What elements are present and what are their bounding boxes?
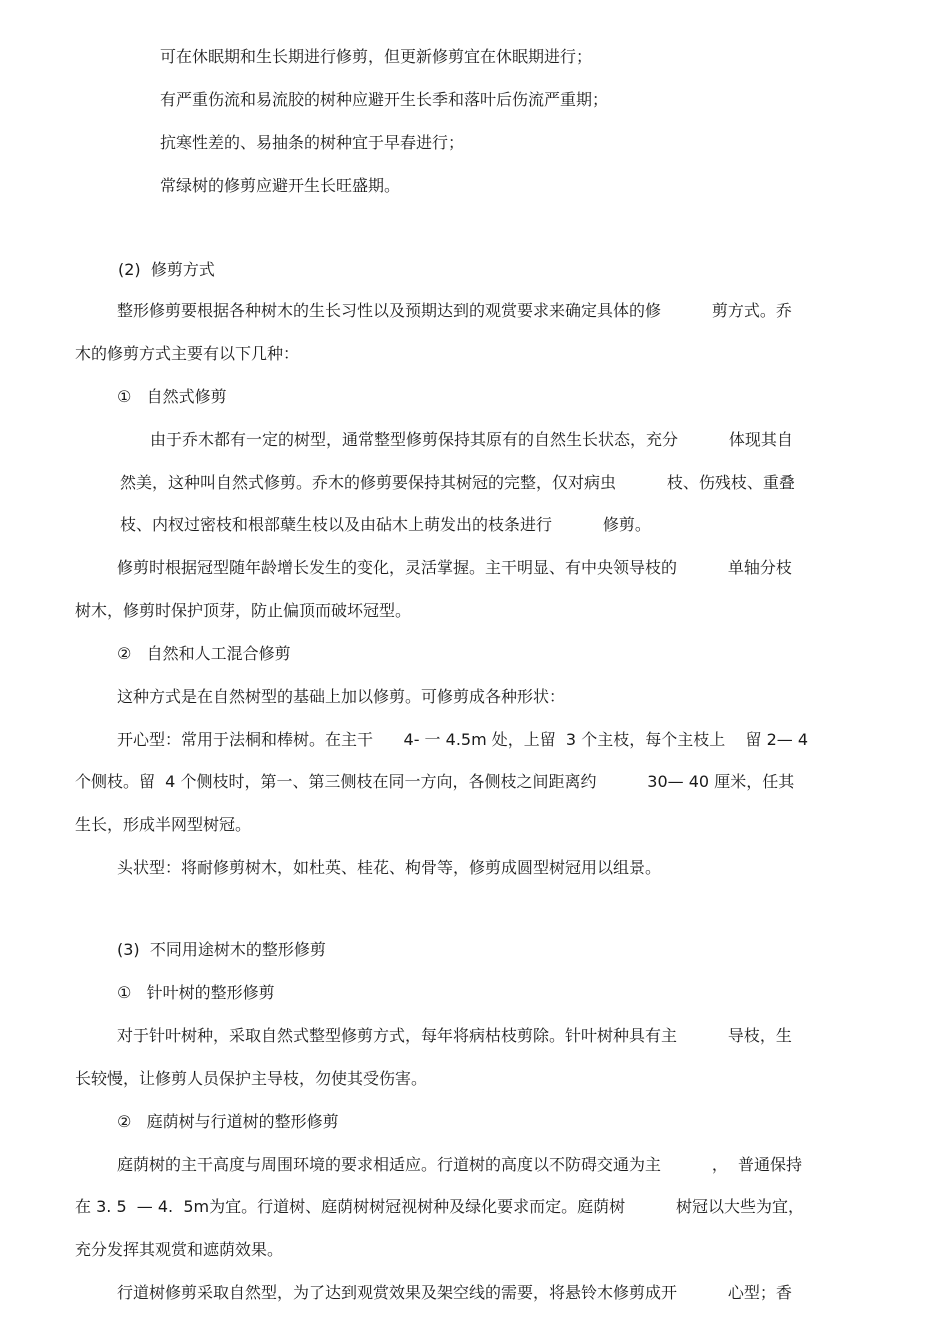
text-line: 在 3. 5 — 4. 5m为宜。行道树、庭荫树树冠视树种及绿化要求而定。庭荫树 树冠以大些为宜，	[75, 1197, 804, 1216]
subsection-heading: ① 自然式修剪	[117, 387, 227, 406]
subsection-heading: ② 自然和人工混合修剪	[117, 644, 291, 663]
section-heading: (2) 修剪方式	[118, 260, 215, 279]
text-line: 有严重伤流和易流胶的树种应避开生长季和落叶后伤流严重期；	[160, 90, 609, 109]
text-line: 树木，修剪时保护顶芽，防止偏顶而破坏冠型。	[75, 601, 412, 620]
subsection-heading: ① 针叶树的整形修剪	[117, 983, 275, 1002]
text-line: 长较慢，让修剪人员保护主导枝，勿使其受伤害。	[75, 1069, 428, 1088]
text-line: 常绿树的修剪应避开生长旺盛期。	[160, 176, 401, 195]
text-line: 头状型：将耐修剪树木，如杜英、桂花、枸骨等，修剪成圆型树冠用以组景。	[117, 858, 662, 877]
text-line: 修剪时根据冠型随年龄增长发生的变化，灵活掌握。主干明显、有中央领导枝的 单轴分枝	[117, 558, 792, 577]
text-line: 整形修剪要根据各种树木的生长习性以及预期达到的观赏要求来确定具体的修 剪方式。乔	[117, 301, 792, 320]
text-line: 行道树修剪采取自然型，为了达到观赏效果及架空线的需要，将悬铃木修剪成开 心型；香	[117, 1283, 792, 1302]
text-line: 可在休眠期和生长期进行修剪，但更新修剪宜在休眠期进行；	[160, 47, 593, 66]
text-line: 这种方式是在自然树型的基础上加以修剪。可修剪成各种形状：	[117, 687, 566, 706]
text-line: 开心型：常用于法桐和棒树。在主干 4- 一 4.5m 处，上留 3 个主枝，每个主枝上 留 2— 4	[117, 730, 809, 749]
text-line: 庭荫树的主干高度与周围环境的要求相适应。行道树的高度以不防碍交通为主 ， 普通保持	[117, 1155, 803, 1174]
text-line: 然美，这种叫自然式修剪。乔木的修剪要保持其树冠的完整，仅对病虫 枝、伤残枝、重叠	[120, 473, 795, 492]
text-line: 生长，形成半网型树冠。	[75, 815, 252, 834]
text-line: 抗寒性差的、易抽条的树种宜于早春进行；	[160, 133, 465, 152]
text-line: 木的修剪方式主要有以下几种：	[75, 344, 300, 363]
subsection-heading: ② 庭荫树与行道树的整形修剪	[117, 1112, 339, 1131]
text-line: 枝、内杈过密枝和根部蘖生枝以及由砧木上萌发出的枝条进行 修剪。	[120, 515, 651, 534]
text-line: 对于针叶树种，采取自然式整型修剪方式，每年将病枯枝剪除。针叶树种具有主 导枝，生	[117, 1026, 792, 1045]
text-line: 充分发挥其观赏和遮荫效果。	[75, 1240, 284, 1259]
text-line: 由于乔木都有一定的树型，通常整型修剪保持其原有的自然生长状态，充分 体现其自	[150, 430, 793, 449]
text-line: 个侧枝。留 4 个侧枝时，第一、第三侧枝在同一方向，各侧枝之间距离约 30— 40 厘米，任其	[75, 772, 795, 791]
section-heading: (3) 不同用途树木的整形修剪	[117, 940, 326, 959]
